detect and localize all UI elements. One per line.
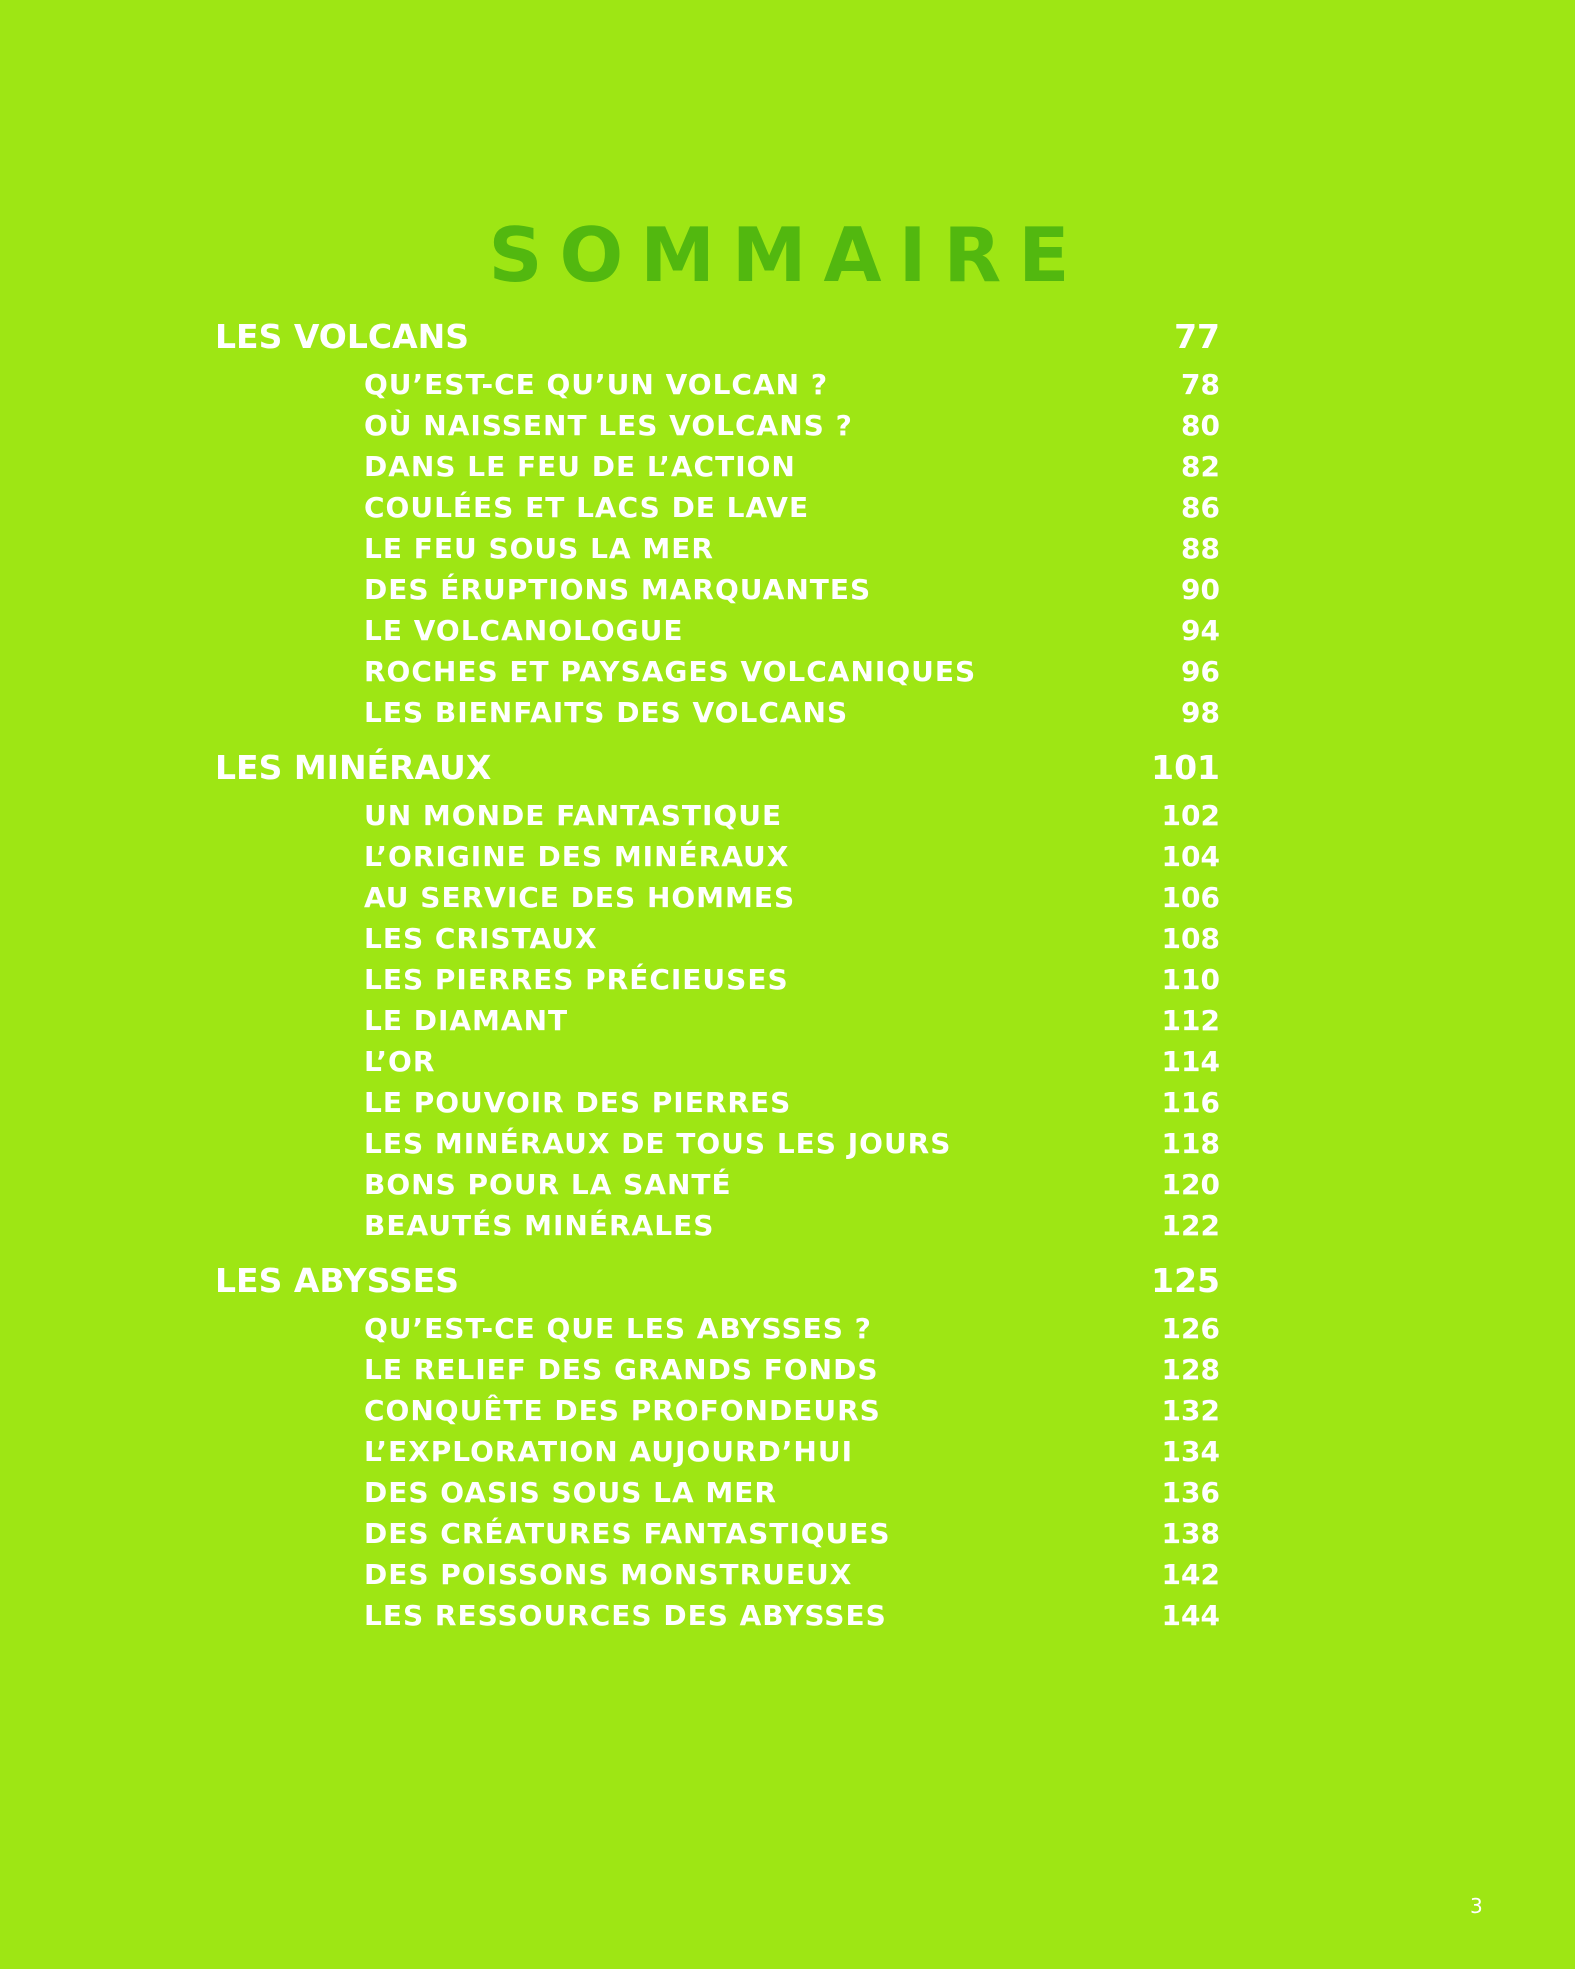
entry-page-number: 82 <box>1181 450 1220 483</box>
section-page-number: 125 <box>1151 1261 1220 1300</box>
toc-entry[interactable] <box>215 1472 1220 1513</box>
toc-section-abysses <box>215 1254 1220 1636</box>
entry-page-number: 110 <box>1161 963 1220 996</box>
toc-entry[interactable] <box>215 610 1220 651</box>
toc-entry[interactable] <box>215 1431 1220 1472</box>
toc-entry[interactable] <box>215 1513 1220 1554</box>
entry-title: COULÉES ET LACS DE LAVE <box>364 491 810 524</box>
toc-entry[interactable] <box>215 692 1220 733</box>
entry-page-number: 132 <box>1161 1394 1220 1427</box>
page-number: 3 <box>1470 1894 1483 1918</box>
entry-page-number: 94 <box>1181 614 1220 647</box>
toc-entry[interactable] <box>215 836 1220 877</box>
entry-page-number: 104 <box>1161 840 1220 873</box>
entry-title: BEAUTÉS MINÉRALES <box>364 1209 715 1242</box>
entry-page-number: 134 <box>1161 1435 1220 1468</box>
entry-title: QU’EST-CE QUE LES ABYSSES ? <box>364 1312 872 1345</box>
entry-page-number: 86 <box>1181 491 1220 524</box>
toc-entry[interactable] <box>215 1595 1220 1636</box>
section-heading[interactable] <box>215 741 1220 795</box>
toc-entry[interactable] <box>215 1554 1220 1595</box>
toc-entry[interactable] <box>215 1349 1220 1390</box>
entry-title: LE POUVOIR DES PIERRES <box>364 1086 792 1119</box>
toc-entry[interactable] <box>215 528 1220 569</box>
entry-page-number: 98 <box>1181 696 1220 729</box>
entry-title: CONQUÊTE DES PROFONDEURS <box>364 1394 881 1427</box>
entry-page-number: 144 <box>1161 1599 1220 1632</box>
entry-page-number: 128 <box>1161 1353 1220 1386</box>
toc-entry[interactable] <box>215 1390 1220 1431</box>
entry-page-number: 118 <box>1161 1127 1220 1160</box>
entry-page-number: 96 <box>1181 655 1220 688</box>
entry-title: ROCHES ET PAYSAGES VOLCANIQUES <box>364 655 977 688</box>
entry-title: DES POISSONS MONSTRUEUX <box>364 1558 853 1591</box>
entry-title: LES BIENFAITS DES VOLCANS <box>364 696 849 729</box>
entry-title: QU’EST-CE QU’UN VOLCAN ? <box>364 368 829 401</box>
toc-section-volcans <box>215 310 1220 733</box>
toc-entry[interactable] <box>215 1308 1220 1349</box>
entry-page-number: 80 <box>1181 409 1220 442</box>
entry-title: L’OR <box>364 1045 436 1078</box>
toc-section-mineraux <box>215 741 1220 1246</box>
toc-entry[interactable] <box>215 1123 1220 1164</box>
entry-page-number: 116 <box>1161 1086 1220 1119</box>
toc-entry[interactable] <box>215 877 1220 918</box>
entry-title: LES CRISTAUX <box>364 922 598 955</box>
entry-title: L’ORIGINE DES MINÉRAUX <box>364 840 790 873</box>
entry-title: LE RELIEF DES GRANDS FONDS <box>364 1353 879 1386</box>
toc-entry[interactable] <box>215 651 1220 692</box>
entry-page-number: 138 <box>1161 1517 1220 1550</box>
entry-title: DES ÉRUPTIONS MARQUANTES <box>364 573 872 606</box>
entry-page-number: 78 <box>1181 368 1220 401</box>
section-title: LES VOLCANS <box>215 317 470 356</box>
toc-entry[interactable] <box>215 795 1220 836</box>
entry-page-number: 122 <box>1161 1209 1220 1242</box>
table-of-contents <box>215 310 1220 1644</box>
section-title: LES ABYSSES <box>215 1261 459 1300</box>
entry-page-number: 108 <box>1161 922 1220 955</box>
toc-entry[interactable] <box>215 918 1220 959</box>
entry-title: UN MONDE FANTASTIQUE <box>364 799 783 832</box>
toc-entry[interactable] <box>215 364 1220 405</box>
entry-title: OÙ NAISSENT LES VOLCANS ? <box>364 409 853 442</box>
section-heading[interactable] <box>215 1254 1220 1308</box>
entry-page-number: 120 <box>1161 1168 1220 1201</box>
section-page-number: 101 <box>1151 748 1220 787</box>
entry-title: LE VOLCANOLOGUE <box>364 614 684 647</box>
section-title: LES MINÉRAUX <box>215 748 492 787</box>
toc-entry[interactable] <box>215 1205 1220 1246</box>
entry-page-number: 136 <box>1161 1476 1220 1509</box>
entry-page-number: 126 <box>1161 1312 1220 1345</box>
entry-title: DES OASIS SOUS LA MER <box>364 1476 777 1509</box>
toc-entry[interactable] <box>215 1164 1220 1205</box>
entry-title: LE DIAMANT <box>364 1004 569 1037</box>
section-heading[interactable] <box>215 310 1220 364</box>
entry-title: DANS LE FEU DE L’ACTION <box>364 450 796 483</box>
entry-page-number: 88 <box>1181 532 1220 565</box>
entry-page-number: 90 <box>1181 573 1220 606</box>
entry-page-number: 112 <box>1161 1004 1220 1037</box>
entry-title: BONS POUR LA SANTÉ <box>364 1168 732 1201</box>
entry-title: LES PIERRES PRÉCIEUSES <box>364 963 789 996</box>
toc-entry[interactable] <box>215 487 1220 528</box>
entry-title: AU SERVICE DES HOMMES <box>364 881 796 914</box>
entry-page-number: 106 <box>1161 881 1220 914</box>
toc-entry[interactable] <box>215 446 1220 487</box>
entry-page-number: 142 <box>1161 1558 1220 1591</box>
toc-entry[interactable] <box>215 1000 1220 1041</box>
entry-title: LES MINÉRAUX DE TOUS LES JOURS <box>364 1127 952 1160</box>
toc-entry[interactable] <box>215 405 1220 446</box>
entry-title: LE FEU SOUS LA MER <box>364 532 714 565</box>
toc-entry[interactable] <box>215 1041 1220 1082</box>
entry-title: L’EXPLORATION AUJOURD’HUI <box>364 1435 854 1468</box>
entry-title: LES RESSOURCES DES ABYSSES <box>364 1599 887 1632</box>
entry-title: DES CRÉATURES FANTASTIQUES <box>364 1517 891 1550</box>
toc-entry[interactable] <box>215 569 1220 610</box>
section-page-number: 77 <box>1174 317 1220 356</box>
toc-entry[interactable] <box>215 959 1220 1000</box>
page-title: SOMMAIRE <box>488 211 1087 300</box>
entry-page-number: 102 <box>1161 799 1220 832</box>
entry-page-number: 114 <box>1161 1045 1220 1078</box>
toc-entry[interactable] <box>215 1082 1220 1123</box>
